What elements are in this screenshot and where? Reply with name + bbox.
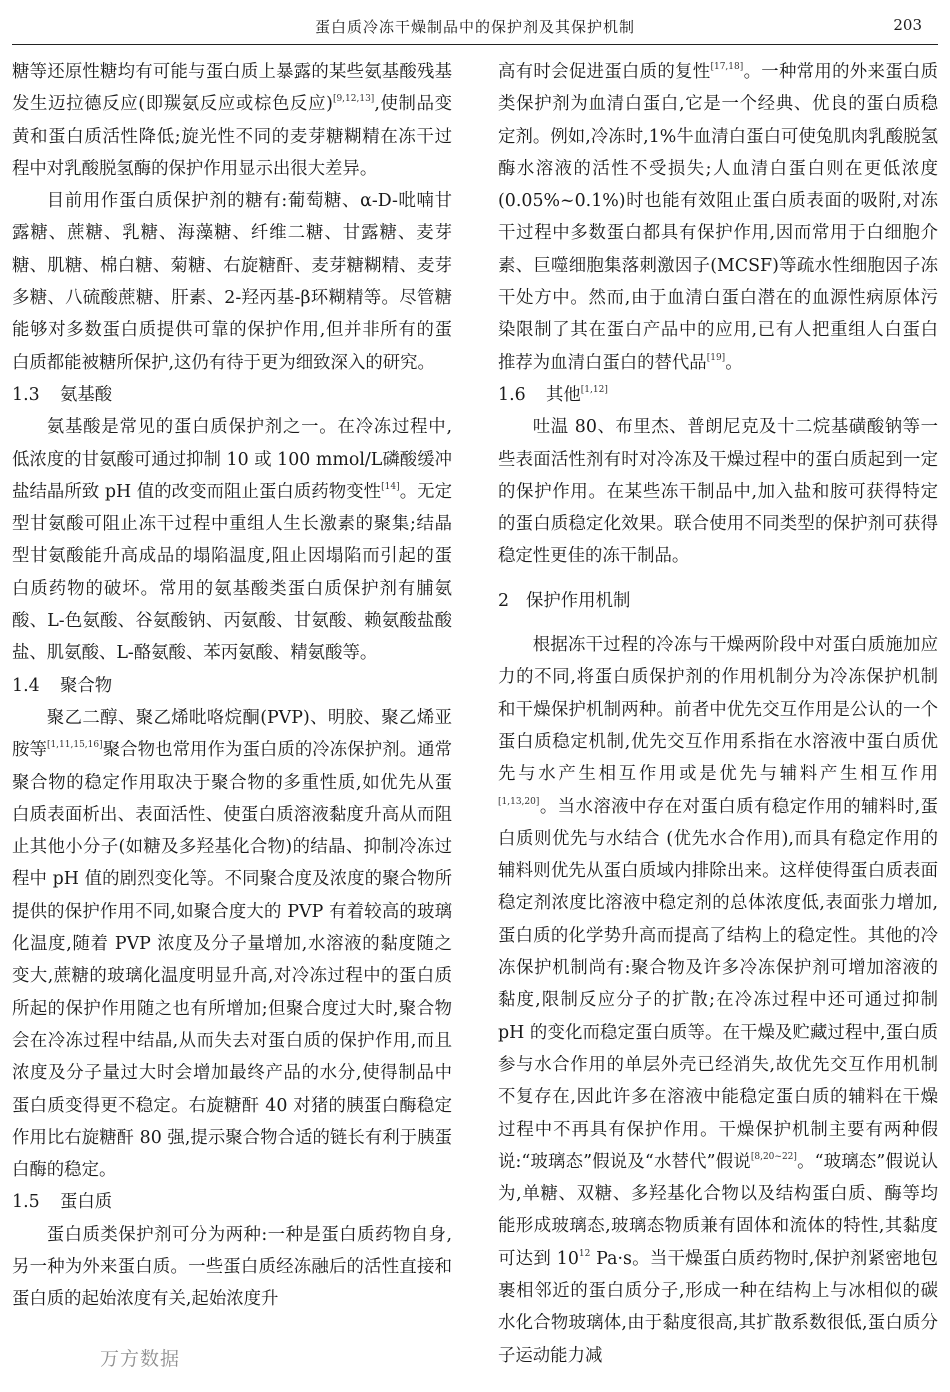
paragraph: 高有时会促进蛋白质的复性[17,18]。一种常用的外来蛋白质类保护剂为血清白蛋白,它是一个经典、优良的蛋白质稳定剂。例如,冷冻时,1%牛血清白蛋白可使兔肌肉乳酸脱氢酶水溶液的活性不受损失;人血清白蛋白则在更低浓度(0.05%~0.1%)时也能有效阻止蛋白质表面的吸附,对冻干过程中多数蛋白都具有保护作用,因而常用于白细胞介素、巨噬细胞集落刺激因子(MCSF)等疏水性细胞因子冻干处方中。然而,由于血清白蛋白潜在的血源性病原体污染限制了其在蛋白产品中的应用,已有人把重组人白蛋白推荐为血清白蛋白的替代品[19]。 — [498, 62, 938, 373]
running-title: 蛋白质冷冻干燥制品中的保护剂及其保护机制 — [314, 18, 635, 36]
paragraph: 蛋白质类保护剂可分为两种:一种是蛋白质药物自身,另一种为外来蛋白质。一些蛋白质经冻融后的活性直接和蛋白质的起始浓度有关,起始浓度升 — [12, 1224, 452, 1310]
section-heading-1-4: 1.4 聚合物 — [12, 675, 113, 696]
section-heading-1-6: 1.6 其他[1,12] — [498, 384, 608, 405]
section-heading-2: 2 保护作用机制 — [498, 590, 631, 611]
paragraph: 吐温 80、布里杰、普朗尼克及十二烷基磺酸钠等一些表面活性剂有时对冷冻及干燥过程中的蛋白质起到一定的保护作用。在某些冻干制品中,加入盐和胺可获得特定的蛋白质稳定化效果。联合使用不同类型的保护剂可获得稳定性更佳的冻干制品。 — [498, 417, 938, 567]
paragraph: 糖等还原性糖均有可能与蛋白质上暴露的某些氨基酸残基发生迈拉德反应(即羰氨反应或棕色反应)[9,12,13],使制品变黄和蛋白质活性降低;旋光性不同的麦芽糖糊精在冻干过程中对乳酸脱氢酶的保护作用显示出很大差异。 — [12, 62, 453, 179]
citation[interactable]: [17,18] — [710, 62, 744, 72]
page-number: 203 — [893, 16, 922, 34]
section-heading-1-5: 1.5 蛋白质 — [12, 1192, 113, 1213]
paragraph: 氨基酸是常见的蛋白质保护剂之一。在冷冻过程中,低浓度的甘氨酸可通过抑制 10 或 100 mmol/L磷酸缓冲盐结晶所致 pH 值的改变而阻止蛋白质药物变性[14]。无定型甘氨酸可阻止冻干过程中重组人生长激素的聚集;结晶型甘氨酸能升高成品的塌陷温度,阻止因塌陷而引起的蛋白质药物的破坏。常用的氨基酸类蛋白质保护剂有脯氨酸、L-色氨酸、谷氨酸钠、丙氨酸、甘氨酸、赖氨酸盐酸盐、肌氨酸、L-酪氨酸、苯丙氨酸、精氨酸等。 — [12, 417, 452, 664]
citation[interactable]: [1,12] — [580, 384, 608, 395]
watermark: 万方数据 — [100, 1348, 181, 1370]
exponent: 12 — [578, 1248, 591, 1259]
section-heading-1-3: 1.3 氨基酸 — [12, 384, 113, 405]
paragraph: 根据冻干过程的冷冻与干燥两阶段中对蛋白质施加应力的不同,将蛋白质保护剂的作用机制分为冷冻保护机制和干燥保护机制两种。前者中优先交互作用是公认的一个蛋白质稳定机制,优先交互作用系指在水溶液中蛋白质优先与水产生相互作用或是优先与辅料产生相互作用[1,13,20]。当水溶液中存在对蛋白质有稳定作用的辅料时,蛋白质则优先与水结合 (优先水合作用),而具有稳定作用的辅料则优先从蛋白质域内排除出来。这样使得蛋白质表面稳定剂浓度比溶液中稳定剂的总体浓度低,表面张力增加,蛋白质的化学势升高而提高了结构上的稳定性。其他的冷冻保护机制尚有:聚合物及许多冷冻保护剂可增加溶液的黏度,限制反应分子的扩散;在冷冻过程中还可通过抑制 pH 的变化而稳定蛋白质等。在干燥及贮藏过程中,蛋白质参与水合作用的单层外壳已经消失,故优先交互作用机制不复存在,因此许多在溶液中能稳定蛋白质的辅料在干燥过程中不再具有保护作用。干燥保护机制主要有两种假说:“玻璃态”假说及“水替代”假说[8,20~22]。“玻璃态”假说认为,单糖、双糖、多羟基化合物以及结构蛋白质、酶等均能形成玻璃态,玻璃态物质兼有固体和流体的特性,其黏度可达到 $10^{12}$ Pa·s。当干燥蛋白质药物时,保护剂紧密地包裹相邻近的蛋白质分子,形成一种在结构上与冰相似的碳水化合物玻璃体,由于黏度很高,其扩散系数很低,蛋白质分子运动能力减 — [498, 635, 938, 1366]
citation[interactable]: [14] — [381, 481, 400, 492]
citation[interactable]: [1,11,15,16] — [46, 740, 103, 751]
citation[interactable]: [19] — [706, 352, 726, 363]
paragraph: 目前用作蛋白质保护剂的糖有:葡萄糖、α-D-吡喃甘露糖、蔗糖、乳糖、海藻糖、纤维二糖、甘露糖、麦芽糖、肌糖、棉白糖、菊糖、右旋糖酐、麦芽糖糊精、麦芽多糖、八硫酸蔗糖、肝素、2-羟丙基-β环糊精等。尽管糖能够对多数蛋白质提供可靠的保护作用,但并非所有的蛋白质都能被糖所保护,这仍有待于更为细致深入的研究。 — [12, 191, 452, 373]
left-column — [12, 56, 452, 1316]
right-column — [498, 56, 938, 1372]
citation[interactable]: [9,12,13] — [332, 94, 375, 105]
citation[interactable]: [8,20~22] — [750, 1151, 797, 1162]
paragraph: 聚乙二醇、聚乙烯吡咯烷酮(PVP)、明胶、聚乙烯亚胺等[1,11,15,16]聚合物也常用作为蛋白质的冷冻保护剂。通常聚合物的稳定作用取决于聚合物的多重性质,如优先从蛋白质表面析出、表面活性、使蛋白质溶液黏度升高从而阻止其他小分子(如糖及多羟基化合物)的结晶、抑制冷冻过程中 pH 值的剧烈变化等。不同聚合度及浓度的聚合物所提供的保护作用不同,如聚合度大的 PVP 有着较高的玻璃化温度,随着 PVP 浓度及分子量增加,水溶液的黏度随之变大,蔗糖的玻璃化温度明显升高,对冷冻过程中的蛋白质所起的保护作用随之也有所增加;但聚合度过大时,聚合物会在冷冻过程中结晶,从而失去对蛋白质的保护作用,而且浓度及分子量过大时会增加最终产品的水分,使得制品中蛋白质变得更不稳定。右旋糖酐 40 对猪的胰蛋白酶稳定作用比右旋糖酐 80 强,提示聚合物合适的链长有利于胰蛋白酶的稳定。 — [12, 707, 452, 1181]
page-header — [12, 0, 938, 45]
citation[interactable]: [1,13,20] — [498, 796, 540, 807]
